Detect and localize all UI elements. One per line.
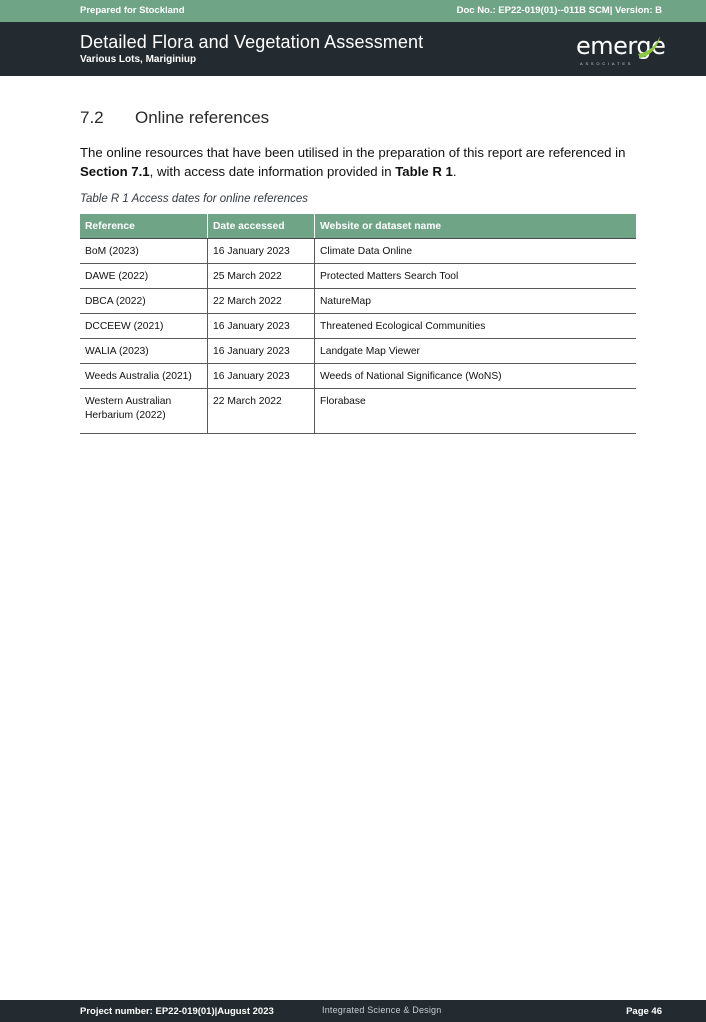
reference-cell: DCCEEW (2021) — [80, 314, 208, 339]
table-row — [80, 239, 636, 264]
table-row — [80, 364, 636, 389]
table-row — [80, 289, 636, 314]
project-number: Project number: EP22-019(01)|August 2023 — [80, 1006, 274, 1017]
date-cell: 16 January 2023 — [208, 239, 315, 264]
website-cell: Protected Matters Search Tool — [315, 264, 637, 289]
table-row — [80, 264, 636, 289]
website-cell: Landgate Map Viewer — [315, 339, 637, 364]
date-cell: 22 March 2022 — [208, 389, 315, 434]
website-cell: Threatened Ecological Communities — [315, 314, 637, 339]
page-number: Page 46 — [626, 1006, 662, 1017]
reference-cell: DAWE (2022) — [80, 264, 208, 289]
column-header-website: Website or dataset name — [315, 214, 637, 239]
reference-cell: WALIA (2023) — [80, 339, 208, 364]
table-caption: Table R 1 Access dates for online references — [80, 193, 308, 205]
table-row — [80, 339, 636, 364]
document-title-bar — [0, 22, 706, 76]
website-cell: Climate Data Online — [315, 239, 637, 264]
date-cell: 22 March 2022 — [208, 289, 315, 314]
footer-tagline: Integrated Science & Design — [322, 1005, 442, 1015]
intro-text-1: The online resources that have been utilised in the preparation of this report are referenced in — [80, 145, 626, 160]
website-cell: NatureMap — [315, 289, 637, 314]
column-header-date: Date accessed — [208, 214, 315, 239]
reference-cell: BoM (2023) — [80, 239, 208, 264]
document-title: Detailed Flora and Vegetation Assessment — [80, 32, 424, 52]
document-info: Doc No.: EP22-019(01)--011B SCM| Version: B — [456, 5, 662, 16]
intro-paragraph — [80, 143, 640, 181]
table-row — [80, 389, 636, 434]
logo-subtext: ASSOCIATES — [580, 61, 634, 66]
emerge-logo — [574, 32, 666, 72]
reference-cell: Weeds Australia (2021) — [80, 364, 208, 389]
reference-cell: Western Australian Herbarium (2022) — [80, 389, 208, 434]
online-references-table — [80, 214, 636, 434]
website-cell: Weeds of National Significance (WoNS) — [315, 364, 637, 389]
table-reference: Table R 1 — [395, 164, 453, 179]
intro-text-3: . — [452, 164, 457, 179]
logo-wordmark: emerge — [576, 32, 666, 60]
date-cell: 16 January 2023 — [208, 314, 315, 339]
emerge-swoosh-icon — [636, 32, 664, 62]
date-cell: 25 March 2022 — [208, 264, 315, 289]
table-row — [80, 314, 636, 339]
top-header-strip — [0, 0, 706, 22]
intro-text-2: , with access date information provided in — [149, 164, 396, 179]
date-cell: 16 January 2023 — [208, 364, 315, 389]
website-cell: Florabase — [315, 389, 637, 434]
section-number: 7.2 — [80, 108, 104, 127]
page-footer — [0, 1000, 706, 1022]
table-header-row — [80, 214, 636, 239]
document-subtitle: Various Lots, Mariginiup — [80, 54, 197, 65]
column-header-reference: Reference — [80, 214, 208, 239]
section-title: Online references — [135, 108, 270, 127]
section-reference: Section 7.1 — [80, 164, 150, 179]
prepared-for-label: Prepared for Stockland — [80, 5, 185, 16]
section-heading — [80, 108, 269, 128]
date-cell: 16 January 2023 — [208, 339, 315, 364]
reference-cell: DBCA (2022) — [80, 289, 208, 314]
